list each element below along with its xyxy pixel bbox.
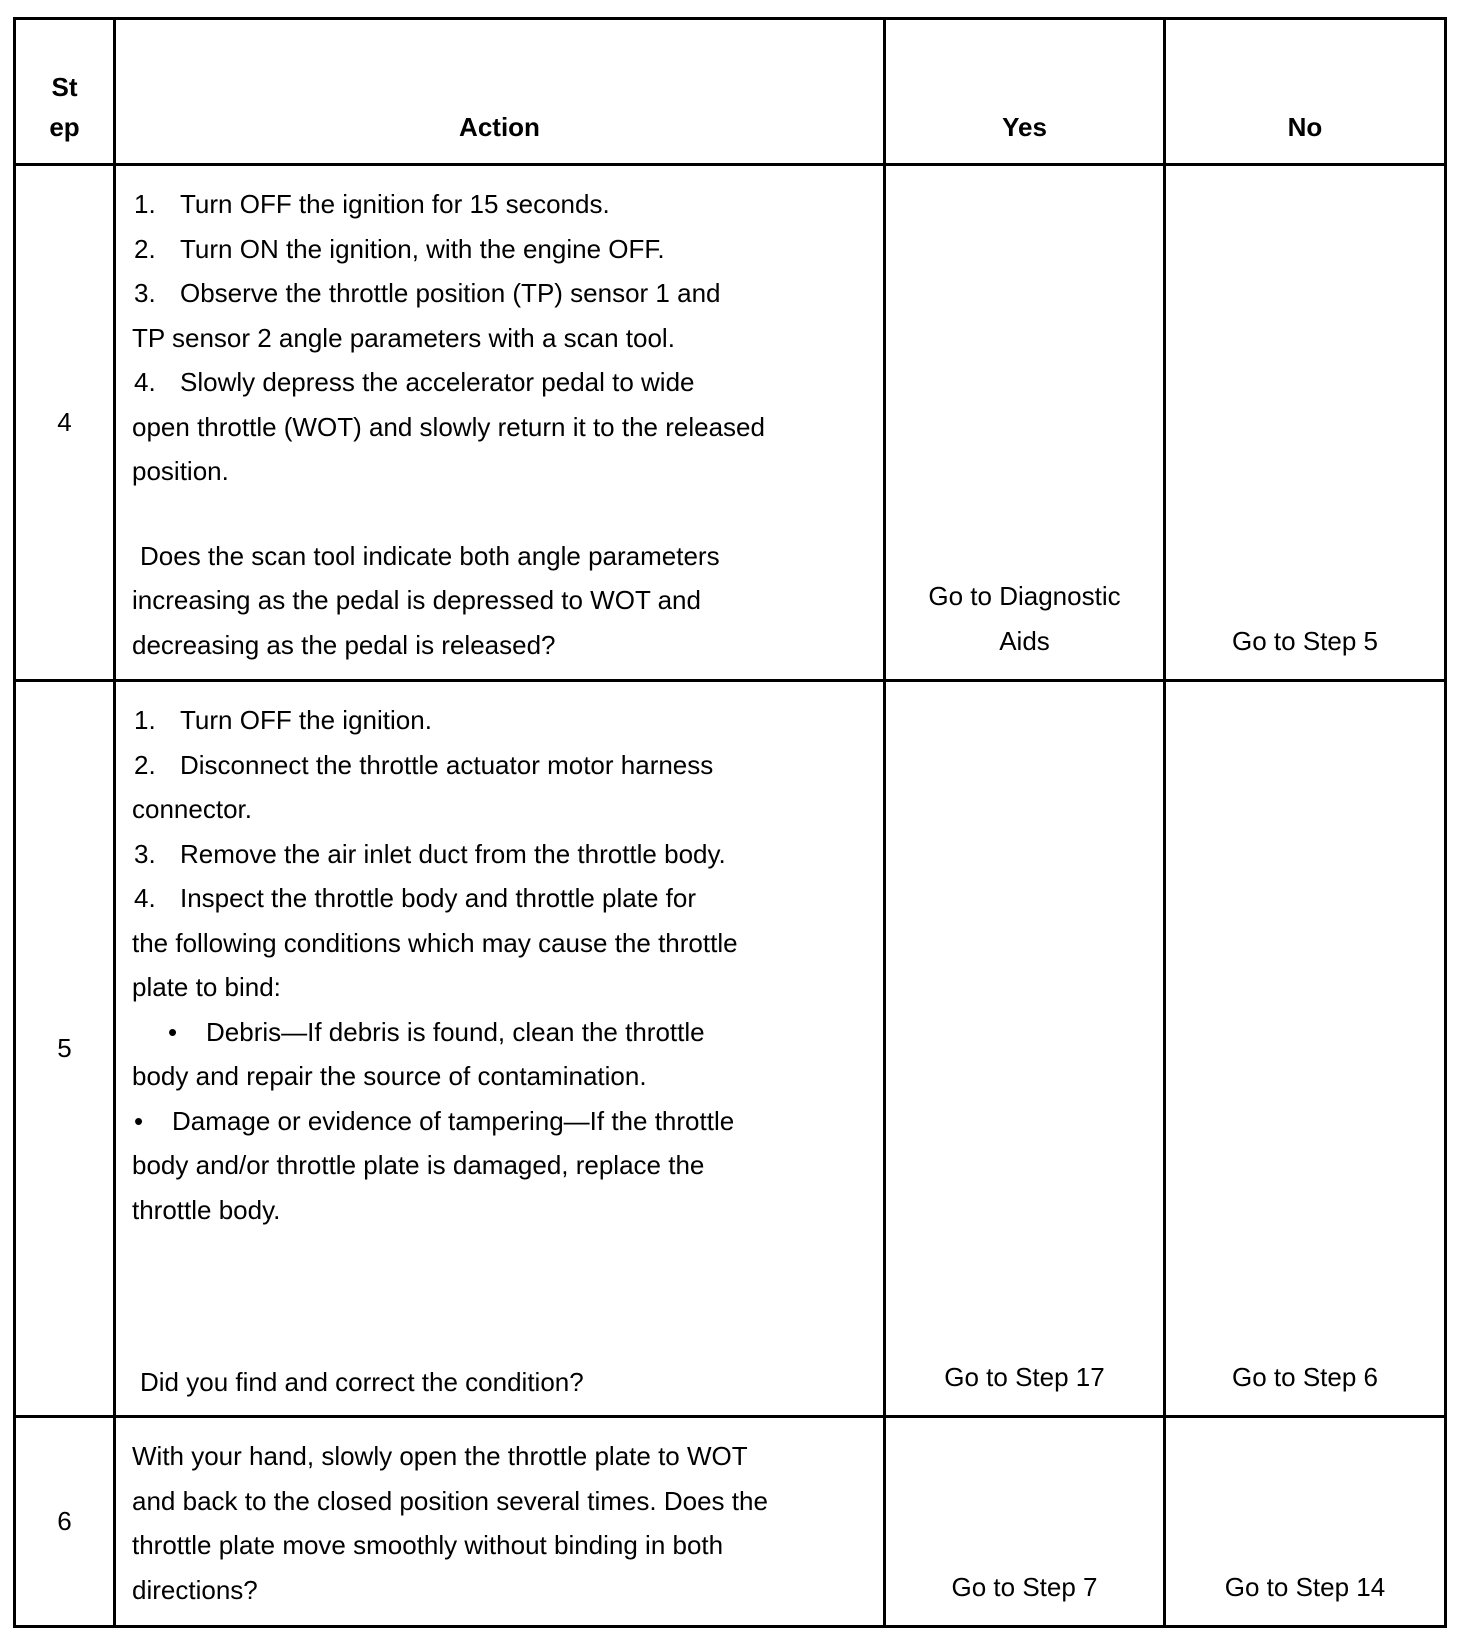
header-step: St ep bbox=[15, 19, 115, 165]
header-no: No bbox=[1165, 19, 1446, 165]
step-number: 6 bbox=[15, 1417, 115, 1627]
no-cell: Go to Step 6 bbox=[1165, 681, 1446, 1417]
table-row bbox=[15, 1417, 1446, 1627]
diagnostic-table bbox=[13, 17, 1447, 1628]
step-number: 4 bbox=[15, 165, 115, 681]
no-cell: Go to Step 5 bbox=[1165, 165, 1446, 681]
question: Does the scan tool indicate both angle parameters bbox=[140, 540, 720, 571]
header-row bbox=[15, 19, 1446, 165]
action-cell: With your hand, slowly open the throttle plate to WOT and back to the closed position several times. Does the throttle plate move smoothly without binding in both directions? bbox=[115, 1417, 885, 1627]
yes-cell: Go to Diagnostic Aids bbox=[885, 165, 1165, 681]
yes-cell: Go to Step 7 bbox=[885, 1417, 1165, 1627]
header-action: Action bbox=[115, 19, 885, 165]
action-cell: 1. Turn OFF the ignition. 2. Disconnect the throttle actuator motor harness connector. 3. Remove the air inlet duct from the throttle body. 4. Inspect the throttle body and throttle plate for the following conditions which may cause the throttle plate to bind: • Debris—If debris is found, clean the throttle body and repair the source of contamination. • Damage or evidence of tampering—If the throttle body and/or throttle plate is damaged, replace the throttle body. Did you find and correct the condition? bbox=[115, 681, 885, 1417]
step-number: 5 bbox=[15, 681, 115, 1417]
table-row bbox=[15, 681, 1446, 1417]
no-cell: Go to Step 14 bbox=[1165, 1417, 1446, 1627]
table-row bbox=[15, 165, 1446, 681]
action-cell: 1. Turn OFF the ignition for 15 seconds. 2. Turn ON the ignition, with the engine OFF. 3. Observe the throttle position (TP) sensor 1 and TP sensor 2 angle parameters with a scan tool. 4. Slowly depress the accelerator pedal to wide open throttle (WOT) and slowly return it to the released position. Does the scan tool indicate both angle parameters increasing as the pedal is depressed to WOT and decreasing as the pedal is released? bbox=[115, 165, 885, 681]
yes-cell: Go to Step 17 bbox=[885, 681, 1165, 1417]
header-yes: Yes bbox=[885, 19, 1165, 165]
question: Did you find and correct the condition? bbox=[140, 1367, 584, 1397]
